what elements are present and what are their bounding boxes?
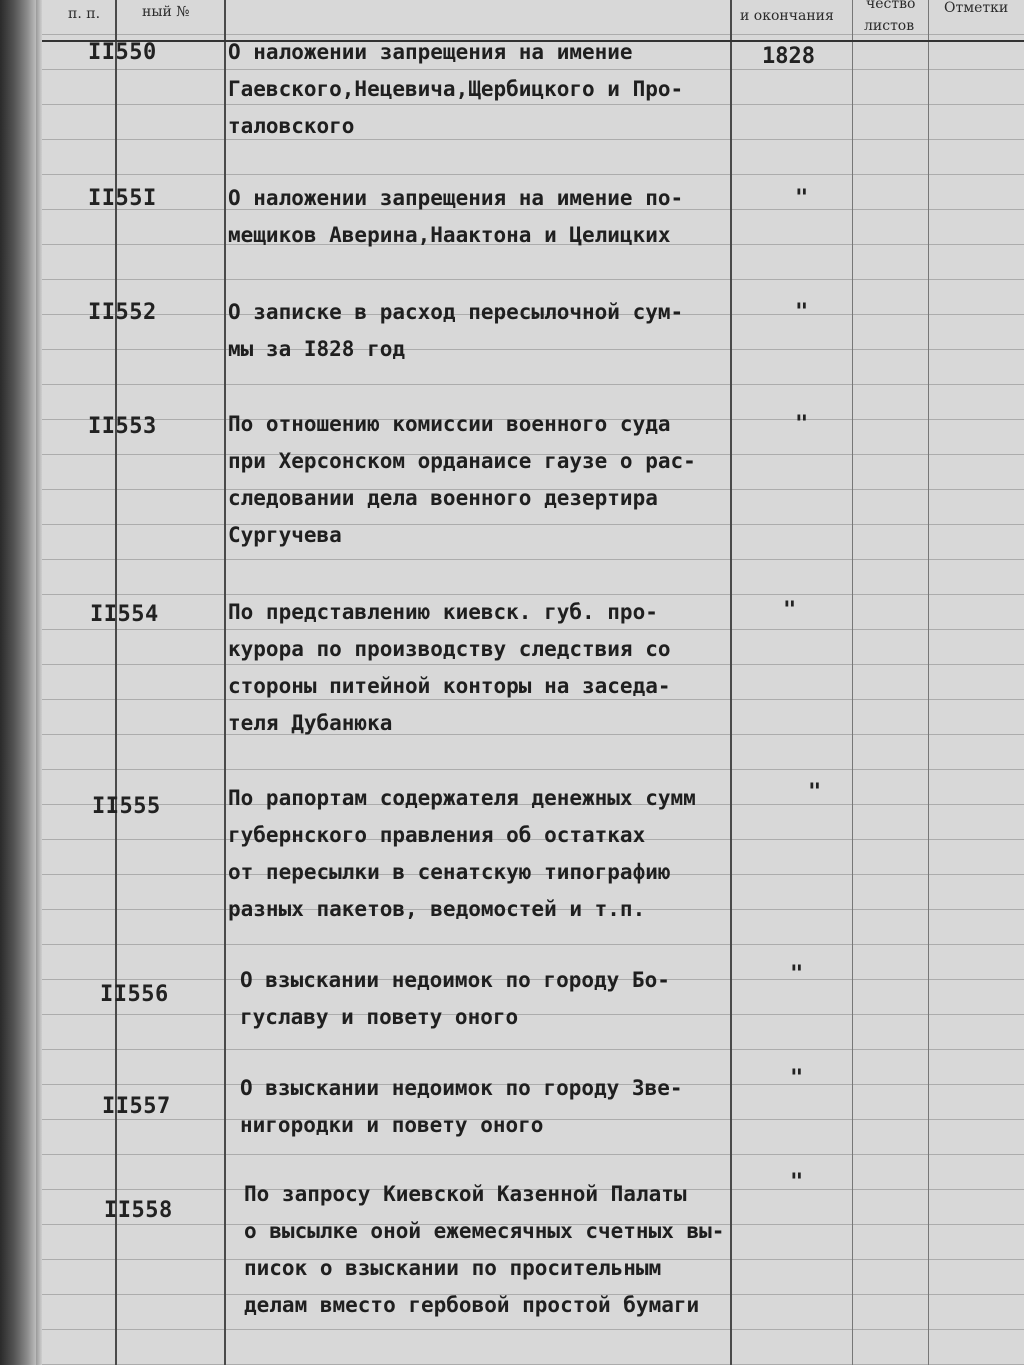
record-number: II553 xyxy=(88,414,157,439)
record-description xyxy=(228,780,768,928)
record-description xyxy=(240,962,780,1036)
ditto-mark: " xyxy=(795,412,809,437)
description-line: следовании дела военного дезертира xyxy=(228,486,658,510)
description-line: О наложении запрещения на имение xyxy=(228,40,633,64)
ditto-mark: " xyxy=(790,962,804,987)
header-col-count-1: чество xyxy=(866,0,916,12)
header-col-pp: п. п. xyxy=(68,6,101,22)
ditto-mark: " xyxy=(795,186,809,211)
description-line: гуславу и повету оного xyxy=(240,1005,519,1029)
description-line: теля Дубанюка xyxy=(228,711,393,735)
record-description xyxy=(240,1070,780,1144)
description-line: О взыскании недоимок по городу Зве- xyxy=(240,1076,683,1100)
record-number: II556 xyxy=(100,982,169,1007)
description-line: О записке в расход пересылочной сум- xyxy=(228,300,684,324)
description-line: делам вместо гербовой простой бумаги xyxy=(244,1293,700,1317)
description-line: По отношению комиссии военного суда xyxy=(228,412,671,436)
book-binding xyxy=(0,0,36,1365)
record-description xyxy=(244,1176,784,1324)
description-line: По представлению киевск. губ. про- xyxy=(228,600,658,624)
description-line: О взыскании недоимок по городу Бо- xyxy=(240,968,670,992)
header-col-notes: Отметки xyxy=(944,0,1009,16)
description-line: стороны питейной конторы на заседа- xyxy=(228,674,671,698)
ditto-mark: " xyxy=(808,780,822,805)
description-line: курора по производству следствия со xyxy=(228,637,671,661)
description-line: при Херсонском орданаисе гаузе о рас- xyxy=(228,449,696,473)
record-description xyxy=(228,594,768,742)
description-line: нигородки и повету оного xyxy=(240,1113,544,1137)
ditto-mark: " xyxy=(790,1170,804,1195)
description-line: губернского правления об остатках xyxy=(228,823,646,847)
description-line: Сургучева xyxy=(228,523,342,547)
description-line: таловского xyxy=(228,114,355,138)
description-line: мы за I828 год xyxy=(228,337,406,361)
record-number: II557 xyxy=(102,1094,171,1119)
description-line: от пересылки в сенатскую типографию xyxy=(228,860,671,884)
header-col-number: ный № xyxy=(142,4,190,20)
description-line: Гаевского,Нецевича,Щербицкого и Про- xyxy=(228,77,684,101)
description-line: о высылке оной ежемесячных счетных вы- xyxy=(244,1219,725,1243)
record-description xyxy=(228,406,768,554)
column-rule-description xyxy=(224,0,226,1365)
description-line: По запросу Киевской Казенной Палаты xyxy=(244,1182,687,1206)
record-number: II555 xyxy=(92,794,161,819)
record-description xyxy=(228,180,768,254)
ditto-mark: " xyxy=(795,300,809,325)
ditto-mark: " xyxy=(783,598,797,623)
record-number: II55I xyxy=(88,186,157,211)
record-number: II554 xyxy=(90,602,159,627)
record-description xyxy=(228,34,768,145)
header-col-count-2: листов xyxy=(864,18,915,34)
description-line: О наложении запрещения на имение по- xyxy=(228,186,684,210)
description-line: По рапортам содержателя денежных сумм xyxy=(228,786,696,810)
record-number: II558 xyxy=(104,1198,173,1223)
record-number: II550 xyxy=(88,40,157,65)
description-line: писок о взыскании по просительным xyxy=(244,1256,662,1280)
record-end-year: 1828 xyxy=(762,44,815,69)
column-rule-notes xyxy=(928,0,929,1365)
ditto-mark: " xyxy=(790,1066,804,1091)
record-description xyxy=(228,294,768,368)
header-col-end: и окончания xyxy=(740,8,834,24)
description-line: мещиков Аверина,Наактона и Целицких xyxy=(228,223,671,247)
record-number: II552 xyxy=(88,300,157,325)
column-rule-count xyxy=(852,0,853,1365)
description-line: разных пакетов, ведомостей и т.п. xyxy=(228,897,646,921)
